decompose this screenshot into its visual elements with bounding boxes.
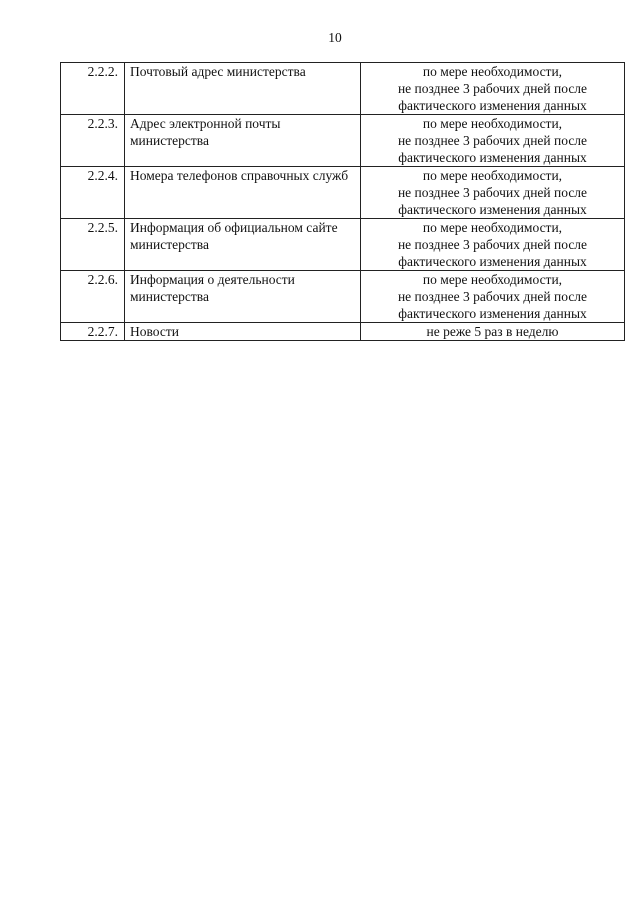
row-frequency [361, 115, 625, 167]
frequency-line: не позднее 3 рабочих дней после [397, 237, 588, 252]
table-row [61, 323, 625, 341]
frequency-line: фактического изменения данных [398, 202, 587, 217]
frequency-line: не позднее 3 рабочих дней после [397, 81, 588, 96]
table-row [61, 219, 625, 271]
row-number: 2.2.4. [61, 167, 125, 219]
table-row [61, 167, 625, 219]
frequency-line: по мере необходимости, [422, 220, 563, 235]
page-number: 10 [328, 30, 342, 45]
frequency-line: не позднее 3 рабочих дней после [397, 185, 588, 200]
frequency-line: не позднее 3 рабочих дней после [397, 133, 588, 148]
row-title: Новости [125, 323, 361, 341]
row-number: 2.2.6. [61, 271, 125, 323]
row-title: Почтовый адрес министерства [125, 63, 361, 115]
frequency-line: по мере необходимости, [422, 116, 563, 131]
row-title: Номера телефонов справочных служб [125, 167, 361, 219]
row-frequency [361, 63, 625, 115]
row-frequency [361, 271, 625, 323]
table-row [61, 271, 625, 323]
row-title: Информация об официальном сайте министерства [125, 219, 361, 271]
row-frequency [361, 323, 625, 341]
table-row [61, 63, 625, 115]
frequency-line: по мере необходимости, [422, 64, 563, 79]
row-number: 2.2.7. [61, 323, 125, 341]
frequency-line: фактического изменения данных [398, 306, 587, 321]
row-number: 2.2.2. [61, 63, 125, 115]
frequency-line: по мере необходимости, [422, 168, 563, 183]
frequency-line: по мере необходимости, [422, 272, 563, 287]
schedule-table [60, 62, 625, 341]
row-title: Адрес электронной почты министерства [125, 115, 361, 167]
row-frequency [361, 219, 625, 271]
table-row [61, 115, 625, 167]
frequency-line: не реже 5 раз в неделю [426, 324, 559, 339]
frequency-line: не позднее 3 рабочих дней после [397, 289, 588, 304]
row-title: Информация о деятельности министерства [125, 271, 361, 323]
row-number: 2.2.5. [61, 219, 125, 271]
row-frequency [361, 167, 625, 219]
frequency-line: фактического изменения данных [398, 150, 587, 165]
frequency-line: фактического изменения данных [398, 98, 587, 113]
frequency-line: фактического изменения данных [398, 254, 587, 269]
row-number: 2.2.3. [61, 115, 125, 167]
